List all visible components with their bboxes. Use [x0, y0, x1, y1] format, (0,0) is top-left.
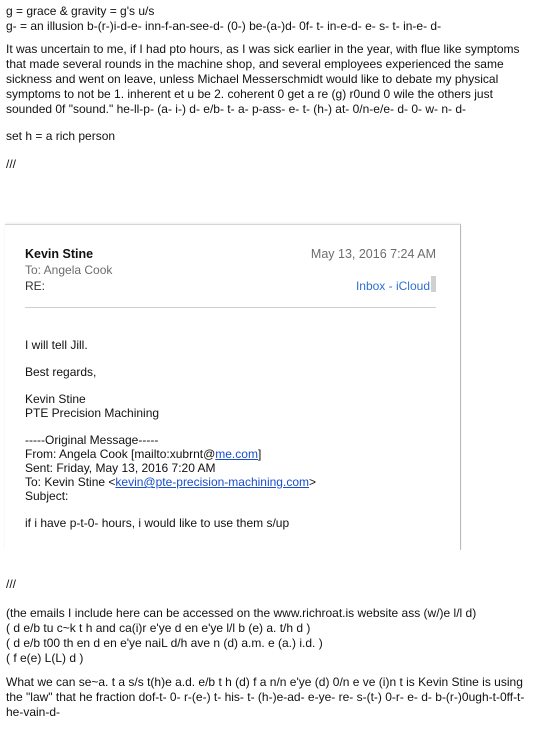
outro-line-2: ( d e/b tu c~k t h and ca(i)r e'ye d en e'ye l/l b (e) a. t/h d ) [6, 621, 311, 635]
original-body: if i have p-t-0- hours, i would like to use them s/up [25, 516, 290, 530]
email-subject-re: RE: [25, 279, 46, 293]
signature-name: Kevin Stine [25, 392, 86, 406]
email-regards: Best regards, [25, 365, 97, 379]
original-sent: Sent: Friday, May 13, 2016 7:20 AM [25, 461, 216, 475]
original-from [25, 447, 436, 461]
original-message-header: -----Original Message----- [25, 433, 159, 447]
original-subject: Subject: [25, 489, 69, 503]
intro-line-1: g = grace & gravity = g's u/s [6, 4, 155, 18]
outro-line-3: ( d e/b t00 th en d en e'ye naiL d/h ave n (d) a.m. e (a.) i.d. ) [6, 636, 323, 650]
original-to-text: To: Kevin Stine < [25, 475, 116, 489]
email-body [25, 338, 436, 530]
original-to-suffix: > [308, 475, 316, 489]
outro-line-1: (the emails I include here can be accessed on the www.richroat.is website ass (w/)e l/l d) [6, 606, 477, 620]
header-divider [25, 307, 436, 308]
outro-section [6, 606, 539, 666]
mailbox-label-link[interactable]: Inbox - iCloud [355, 279, 430, 293]
email-sender: Kevin Stine [25, 247, 94, 261]
original-from-text: From: Angela Cook [mailto:xubrnt@ [25, 447, 216, 461]
original-to-link[interactable]: kevin@pte-precision-machining.com [115, 475, 309, 489]
intro-paragraph: It was uncertain to me, if I had pto hours, as I was sick earlier in the year, with flue like symptoms that made several rounds in the machine shop, and several employees experienced the same sickness and went on leave, unless Michael Messerschmidt would like to debate my physical symptoms to not be 1. inherent et u be 2. coherent 0 get a re (g) r0und 0 wile the others just sounded 0f "sound." he-ll-p- (a- i-) d- e/b- t- a- p-ass- e- t- (h-) at- 0/n-e/e- d- 0- w- n- d- [6, 42, 520, 116]
intro-line-2: g- = an illusion b-(r-)i-d-e- inn-f-an-see-d- (0-) be-(a-)d- 0f- t- in-e-d- e- s- t- in-e- d- [6, 19, 442, 33]
separator-slashes-top: /// [6, 157, 17, 171]
intro-section [6, 4, 539, 34]
signature-company: PTE Precision Machining [25, 406, 160, 420]
separator-slashes-bottom: /// [6, 577, 17, 591]
set-h-line: set h = a rich person [6, 129, 116, 143]
flag-icon [431, 276, 436, 292]
original-to [25, 475, 436, 489]
original-from-suffix: ] [257, 447, 262, 461]
outro-line-4: ( f e(e) L(L) d ) [6, 651, 84, 665]
email-screenshot [5, 224, 461, 550]
original-from-link[interactable]: me.com [215, 447, 258, 461]
email-body-message: I will tell Jill. [25, 338, 88, 352]
email-date: May 13, 2016 7:24 AM [310, 247, 436, 261]
email-to: To: Angela Cook [25, 263, 113, 277]
final-paragraph: What we can se~a. t a s/s t(h)e a.d. e/b t h (d) f a n/n e'ye (d) 0/n e ve (i)n t is Kevin Stine is using the "law" that he fraction dof-t- 0- r-(e-) t- his- t- (h-)e-ad- e-ye- re- s-(t-) 0-r- e- d- b-(r-)0ugh-t-0ff-t-he-vain-d- [6, 675, 525, 719]
